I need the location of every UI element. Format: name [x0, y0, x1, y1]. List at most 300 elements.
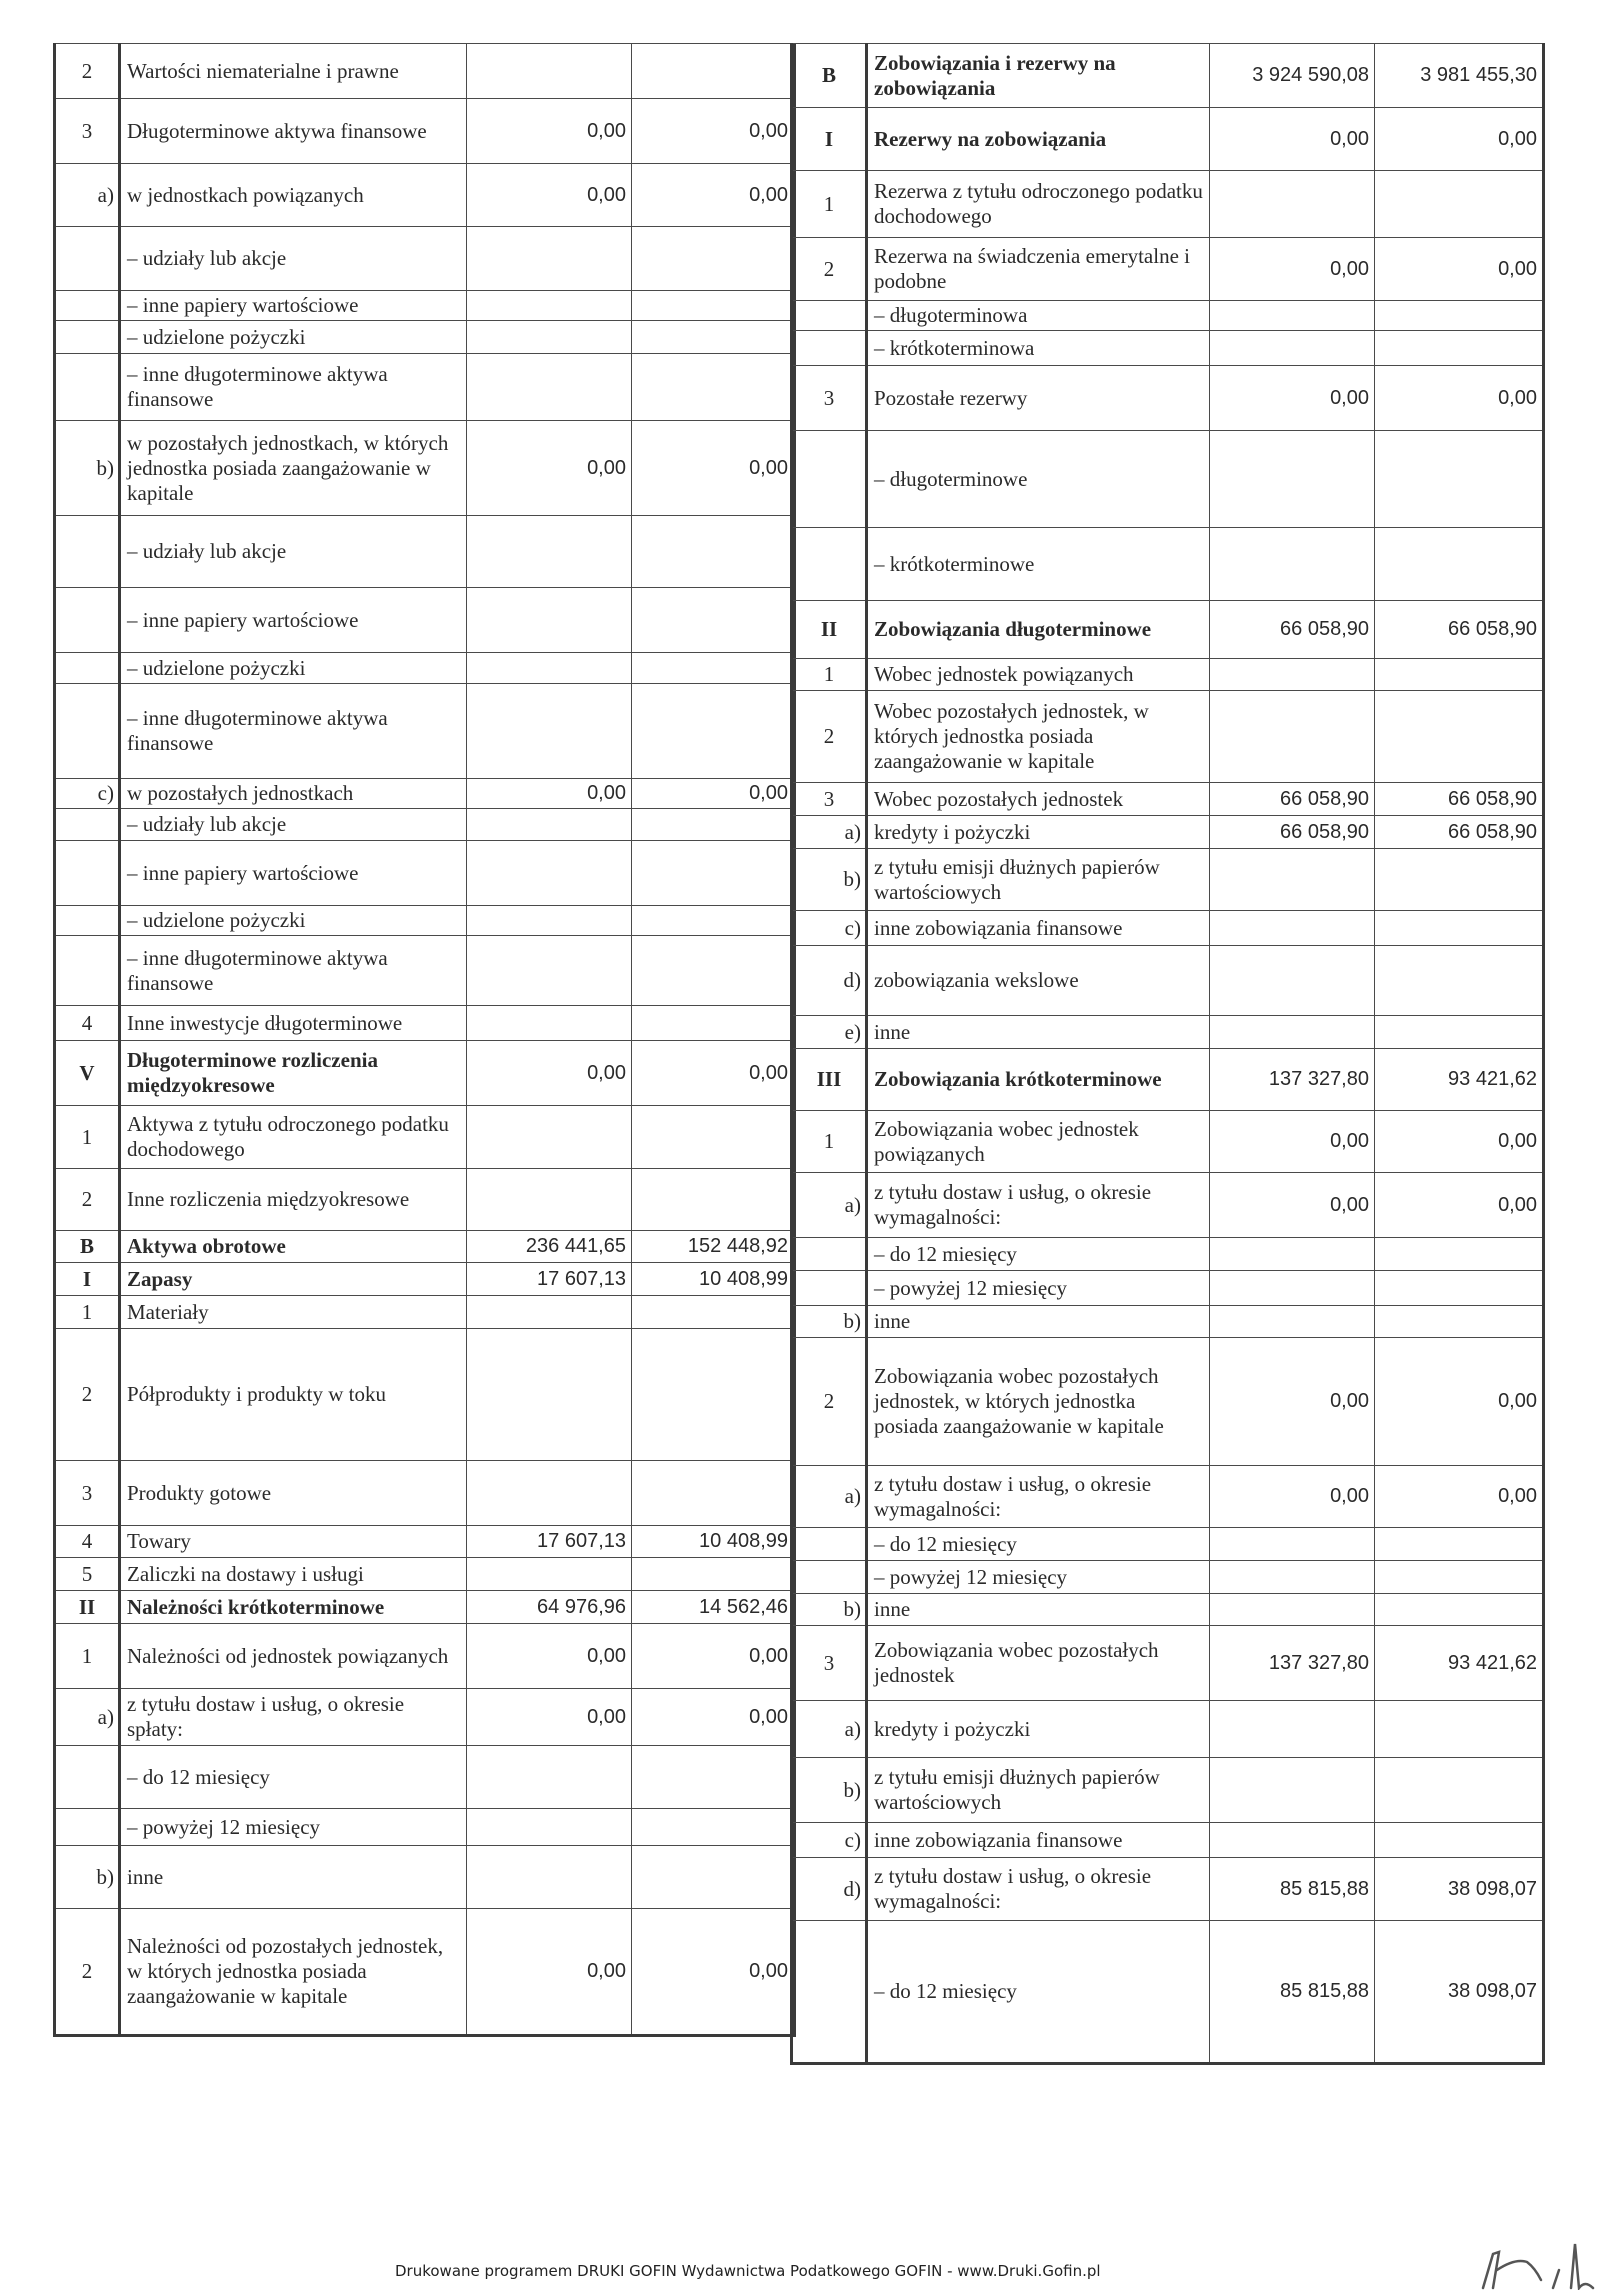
row-marker [55, 516, 120, 588]
row-label: Inne inwestycje długoterminowe [120, 1006, 467, 1041]
row-label: Zobowiązania wobec pozostałych jednostek, w których jednostka posiada zaangażowanie w kapitale [867, 1338, 1210, 1466]
value-previous-year [632, 321, 795, 354]
row-marker: a) [792, 1173, 867, 1238]
value-current-year [467, 1846, 632, 1909]
value-current-year [1210, 431, 1375, 528]
value-current-year [467, 1329, 632, 1461]
value-previous-year [632, 906, 795, 936]
value-previous-year: 0,00 [632, 99, 795, 164]
row-marker: II [55, 1591, 120, 1624]
table-row [792, 44, 1544, 108]
value-previous-year [1375, 1306, 1544, 1338]
row-label: Wobec jednostek powiązanych [867, 659, 1210, 691]
assets-table [53, 43, 796, 2037]
value-current-year [1210, 1701, 1375, 1758]
row-label: – udzielone pożyczki [120, 906, 467, 936]
row-label: Pozostałe rezerwy [867, 366, 1210, 431]
value-current-year [467, 653, 632, 684]
row-marker [55, 354, 120, 421]
row-label: Aktywa z tytułu odroczonego podatku dochodowego [120, 1106, 467, 1169]
value-previous-year [632, 1809, 795, 1846]
row-label: – inne papiery wartościowe [120, 588, 467, 653]
value-current-year [1210, 1238, 1375, 1271]
row-marker [792, 1238, 867, 1271]
row-label: – krótkoterminowa [867, 331, 1210, 366]
value-current-year: 17 607,13 [467, 1526, 632, 1558]
row-marker: I [792, 108, 867, 171]
value-previous-year [632, 1746, 795, 1809]
value-previous-year [1375, 1701, 1544, 1758]
value-current-year [1210, 1823, 1375, 1858]
value-current-year [467, 291, 632, 321]
row-marker [55, 841, 120, 906]
row-label: Rezerwy na zobowiązania [867, 108, 1210, 171]
value-current-year [1210, 1528, 1375, 1561]
value-previous-year: 93 421,62 [1375, 1049, 1544, 1111]
row-marker [55, 653, 120, 684]
value-previous-year [632, 1461, 795, 1526]
value-current-year: 0,00 [1210, 108, 1375, 171]
value-previous-year: 38 098,07 [1375, 1921, 1544, 2064]
table-row [55, 1461, 795, 1526]
value-current-year [1210, 528, 1375, 601]
table-row [55, 1329, 795, 1461]
row-marker: 5 [55, 1558, 120, 1591]
value-previous-year: 66 058,90 [1375, 816, 1544, 849]
value-current-year [467, 809, 632, 841]
row-marker: 3 [55, 99, 120, 164]
row-label: Zobowiązania krótkoterminowe [867, 1049, 1210, 1111]
row-marker: a) [792, 816, 867, 849]
table-row [792, 601, 1544, 659]
table-row [792, 946, 1544, 1016]
table-row [792, 1306, 1544, 1338]
row-marker [55, 227, 120, 291]
value-previous-year [632, 653, 795, 684]
table-row [55, 809, 795, 841]
row-marker: 3 [792, 1626, 867, 1701]
table-row [792, 301, 1544, 331]
row-label: – długoterminowe [867, 431, 1210, 528]
row-marker: 1 [55, 1296, 120, 1329]
table-row [792, 1921, 1544, 2064]
table-row [55, 1846, 795, 1909]
table-row [792, 1528, 1544, 1561]
value-previous-year: 0,00 [1375, 1338, 1544, 1466]
table-row [792, 1561, 1544, 1594]
table-row [55, 1689, 795, 1746]
row-marker: a) [792, 1701, 867, 1758]
value-current-year: 0,00 [467, 1909, 632, 2036]
value-current-year [1210, 301, 1375, 331]
value-previous-year: 152 448,92 [632, 1231, 795, 1263]
row-label: – udziały lub akcje [120, 227, 467, 291]
row-marker: e) [792, 1016, 867, 1049]
table-row [792, 238, 1544, 301]
value-previous-year [1375, 1561, 1544, 1594]
row-label: Zobowiązania długoterminowe [867, 601, 1210, 659]
value-previous-year [1375, 1758, 1544, 1823]
value-previous-year: 0,00 [632, 1624, 795, 1689]
value-current-year [467, 588, 632, 653]
value-current-year [1210, 1594, 1375, 1626]
table-row [792, 1858, 1544, 1921]
row-label: z tytułu dostaw i usług, o okresie wymagalności: [867, 1466, 1210, 1528]
row-marker [792, 301, 867, 331]
value-current-year: 0,00 [1210, 1338, 1375, 1466]
row-marker: b) [792, 1594, 867, 1626]
row-marker: 4 [55, 1006, 120, 1041]
table-row [55, 1809, 795, 1846]
row-label: – udziały lub akcje [120, 809, 467, 841]
table-row [55, 99, 795, 164]
row-label: Wobec pozostałych jednostek, w których jednostka posiada zaangażowanie w kapitale [867, 691, 1210, 783]
value-previous-year: 14 562,46 [632, 1591, 795, 1624]
value-current-year [467, 516, 632, 588]
table-row [55, 841, 795, 906]
row-marker: III [792, 1049, 867, 1111]
value-current-year: 0,00 [467, 1624, 632, 1689]
value-previous-year [1375, 1238, 1544, 1271]
table-row [792, 1016, 1544, 1049]
printed-by-footer: Drukowane programem DRUKI GOFIN Wydawnictwa Podatkowego GOFIN - www.Druki.Gofin.pl [395, 2262, 1101, 2280]
value-previous-year [632, 44, 795, 99]
value-previous-year [632, 516, 795, 588]
row-label: Należności od pozostałych jednostek, w których jednostka posiada zaangażowanie w kapitale [120, 1909, 467, 2036]
value-previous-year: 0,00 [1375, 366, 1544, 431]
row-label: kredyty i pożyczki [867, 1701, 1210, 1758]
value-current-year: 64 976,96 [467, 1591, 632, 1624]
row-marker [792, 1271, 867, 1306]
row-marker: V [55, 1041, 120, 1106]
row-marker: b) [55, 421, 120, 516]
row-label: z tytułu dostaw i usług, o okresie spłaty: [120, 1689, 467, 1746]
value-current-year: 0,00 [467, 164, 632, 227]
value-previous-year [632, 936, 795, 1006]
value-previous-year [632, 1846, 795, 1909]
value-current-year: 66 058,90 [1210, 601, 1375, 659]
row-marker: c) [792, 1823, 867, 1858]
value-previous-year: 93 421,62 [1375, 1626, 1544, 1701]
table-row [55, 588, 795, 653]
value-current-year [467, 227, 632, 291]
row-label: Inne rozliczenia międzyokresowe [120, 1169, 467, 1231]
value-current-year: 0,00 [1210, 1466, 1375, 1528]
table-row [792, 1271, 1544, 1306]
value-current-year [1210, 849, 1375, 911]
value-current-year [467, 841, 632, 906]
row-label: – powyżej 12 miesięcy [867, 1271, 1210, 1306]
value-current-year: 0,00 [1210, 366, 1375, 431]
table-row [792, 108, 1544, 171]
value-current-year [1210, 1758, 1375, 1823]
row-label: z tytułu dostaw i usług, o okresie wymagalności: [867, 1173, 1210, 1238]
value-current-year [467, 1558, 632, 1591]
value-current-year: 0,00 [1210, 1111, 1375, 1173]
row-label: Zobowiązania wobec pozostałych jednostek [867, 1626, 1210, 1701]
table-row [55, 1624, 795, 1689]
row-label: Towary [120, 1526, 467, 1558]
table-row [55, 421, 795, 516]
value-current-year: 66 058,90 [1210, 783, 1375, 816]
table-row [792, 691, 1544, 783]
value-current-year [467, 936, 632, 1006]
row-label: – krótkoterminowe [867, 528, 1210, 601]
row-marker [55, 936, 120, 1006]
value-previous-year: 0,00 [1375, 108, 1544, 171]
table-row [792, 528, 1544, 601]
table-row [792, 366, 1544, 431]
row-marker [792, 431, 867, 528]
row-marker [55, 321, 120, 354]
row-marker: B [55, 1231, 120, 1263]
value-previous-year [1375, 691, 1544, 783]
signature-icon [1475, 2240, 1605, 2290]
row-marker [55, 1746, 120, 1809]
table-row [792, 1049, 1544, 1111]
row-marker: B [792, 44, 867, 108]
value-current-year [467, 354, 632, 421]
row-marker: d) [792, 1858, 867, 1921]
row-marker [792, 1561, 867, 1594]
row-label: – do 12 miesięcy [120, 1746, 467, 1809]
table-row [55, 779, 795, 809]
table-row [55, 1231, 795, 1263]
table-row [792, 1466, 1544, 1528]
row-marker: b) [792, 1758, 867, 1823]
table-row [792, 331, 1544, 366]
value-previous-year [1375, 431, 1544, 528]
value-current-year: 85 815,88 [1210, 1858, 1375, 1921]
row-marker: 2 [55, 1169, 120, 1231]
table-row [792, 1701, 1544, 1758]
row-label: – udzielone pożyczki [120, 321, 467, 354]
value-current-year: 17 607,13 [467, 1263, 632, 1296]
row-label: – udzielone pożyczki [120, 653, 467, 684]
table-row [792, 659, 1544, 691]
value-current-year [1210, 691, 1375, 783]
value-previous-year [1375, 849, 1544, 911]
row-marker: 3 [55, 1461, 120, 1526]
row-label: Długoterminowe aktywa finansowe [120, 99, 467, 164]
row-label: inne [867, 1306, 1210, 1338]
value-previous-year [1375, 528, 1544, 601]
row-label: Materiały [120, 1296, 467, 1329]
value-current-year [1210, 911, 1375, 946]
value-previous-year: 10 408,99 [632, 1526, 795, 1558]
table-row [792, 816, 1544, 849]
value-current-year: 0,00 [467, 1041, 632, 1106]
row-marker: a) [55, 164, 120, 227]
row-marker [55, 588, 120, 653]
row-label: kredyty i pożyczki [867, 816, 1210, 849]
row-marker: 2 [55, 1909, 120, 2036]
row-label: Zaliczki na dostawy i usługi [120, 1558, 467, 1591]
row-marker: 2 [792, 238, 867, 301]
row-marker: 2 [792, 691, 867, 783]
table-row [55, 516, 795, 588]
value-current-year [467, 684, 632, 779]
row-marker: 2 [55, 1329, 120, 1461]
value-current-year [467, 44, 632, 99]
value-previous-year [632, 1296, 795, 1329]
value-current-year: 0,00 [1210, 1173, 1375, 1238]
value-previous-year: 0,00 [1375, 1111, 1544, 1173]
row-label: w pozostałych jednostkach, w których jednostka posiada zaangażowanie w kapitale [120, 421, 467, 516]
value-current-year: 0,00 [467, 421, 632, 516]
value-previous-year [632, 227, 795, 291]
value-previous-year [1375, 659, 1544, 691]
value-current-year: 137 327,80 [1210, 1626, 1375, 1701]
value-current-year [1210, 946, 1375, 1016]
row-label: – udziały lub akcje [120, 516, 467, 588]
row-label: Należności od jednostek powiązanych [120, 1624, 467, 1689]
value-previous-year [1375, 1271, 1544, 1306]
row-marker [792, 528, 867, 601]
value-previous-year [632, 291, 795, 321]
value-previous-year [632, 809, 795, 841]
assets-table-body [55, 44, 795, 2036]
row-label: inne [867, 1016, 1210, 1049]
table-row [55, 1263, 795, 1296]
value-previous-year: 0,00 [1375, 238, 1544, 301]
liabilities-table-body [792, 44, 1544, 2064]
row-label: Rezerwa na świadczenia emerytalne i podobne [867, 238, 1210, 301]
row-marker [55, 291, 120, 321]
row-label: – długoterminowa [867, 301, 1210, 331]
row-label: z tytułu emisji dłużnych papierów wartościowych [867, 849, 1210, 911]
value-previous-year: 0,00 [632, 1909, 795, 2036]
row-label: – inne papiery wartościowe [120, 291, 467, 321]
value-current-year: 0,00 [467, 99, 632, 164]
value-previous-year: 66 058,90 [1375, 601, 1544, 659]
value-previous-year: 0,00 [632, 1041, 795, 1106]
table-row [55, 1526, 795, 1558]
row-marker: II [792, 601, 867, 659]
value-previous-year: 0,00 [632, 779, 795, 809]
row-marker [55, 684, 120, 779]
value-current-year [467, 1461, 632, 1526]
row-marker [792, 1528, 867, 1561]
table-row [55, 354, 795, 421]
value-previous-year [632, 1006, 795, 1041]
table-row [792, 849, 1544, 911]
row-marker: b) [55, 1846, 120, 1909]
table-row [792, 171, 1544, 238]
row-label: Należności krótkoterminowe [120, 1591, 467, 1624]
value-previous-year [1375, 331, 1544, 366]
row-marker: 1 [792, 659, 867, 691]
row-marker: 1 [792, 1111, 867, 1173]
value-current-year [467, 906, 632, 936]
row-marker [55, 809, 120, 841]
value-previous-year [1375, 1823, 1544, 1858]
value-current-year [467, 1106, 632, 1169]
value-current-year: 236 441,65 [467, 1231, 632, 1263]
value-previous-year [1375, 1016, 1544, 1049]
value-previous-year [1375, 1594, 1544, 1626]
row-marker [792, 331, 867, 366]
table-row [792, 1594, 1544, 1626]
value-current-year: 137 327,80 [1210, 1049, 1375, 1111]
row-marker: c) [792, 911, 867, 946]
value-previous-year [632, 588, 795, 653]
table-row [792, 1173, 1544, 1238]
value-previous-year: 0,00 [632, 421, 795, 516]
table-row [792, 1238, 1544, 1271]
table-row [55, 164, 795, 227]
table-row [792, 1758, 1544, 1823]
row-marker: 1 [55, 1624, 120, 1689]
value-previous-year [632, 1169, 795, 1231]
table-row [55, 906, 795, 936]
value-current-year: 66 058,90 [1210, 816, 1375, 849]
liabilities-table [790, 43, 1545, 2065]
table-row [792, 1338, 1544, 1466]
value-previous-year: 38 098,07 [1375, 1858, 1544, 1921]
row-label: – inne długoterminowe aktywa finansowe [120, 936, 467, 1006]
row-marker: d) [792, 946, 867, 1016]
value-current-year [1210, 1561, 1375, 1594]
table-row [55, 1106, 795, 1169]
row-label: – powyżej 12 miesięcy [867, 1561, 1210, 1594]
value-previous-year [1375, 946, 1544, 1016]
row-label: z tytułu emisji dłużnych papierów wartościowych [867, 1758, 1210, 1823]
row-marker [55, 906, 120, 936]
row-label: – do 12 miesięcy [867, 1528, 1210, 1561]
value-current-year: 0,00 [467, 779, 632, 809]
value-current-year: 3 924 590,08 [1210, 44, 1375, 108]
row-label: w jednostkach powiązanych [120, 164, 467, 227]
row-label: inne [120, 1846, 467, 1909]
value-previous-year [632, 1558, 795, 1591]
value-previous-year [1375, 1528, 1544, 1561]
row-label: – do 12 miesięcy [867, 1921, 1210, 2064]
row-marker: 2 [55, 44, 120, 99]
row-label: – inne długoterminowe aktywa finansowe [120, 354, 467, 421]
value-current-year [467, 1746, 632, 1809]
row-label: w pozostałych jednostkach [120, 779, 467, 809]
table-row [55, 321, 795, 354]
row-label: Wobec pozostałych jednostek [867, 783, 1210, 816]
value-previous-year [632, 1106, 795, 1169]
value-current-year: 0,00 [1210, 238, 1375, 301]
value-previous-year: 0,00 [632, 1689, 795, 1746]
value-previous-year [1375, 301, 1544, 331]
table-row [55, 1169, 795, 1231]
table-row [55, 44, 795, 99]
value-previous-year [632, 841, 795, 906]
row-marker: a) [792, 1466, 867, 1528]
row-marker: 4 [55, 1526, 120, 1558]
row-marker: 2 [792, 1338, 867, 1466]
row-marker: c) [55, 779, 120, 809]
table-row [55, 1591, 795, 1624]
table-row [55, 1296, 795, 1329]
table-row [792, 1111, 1544, 1173]
value-current-year: 0,00 [467, 1689, 632, 1746]
row-label: Zobowiązania wobec jednostek powiązanych [867, 1111, 1210, 1173]
row-marker: 3 [792, 366, 867, 431]
table-row [55, 684, 795, 779]
table-row [55, 1746, 795, 1809]
table-row [792, 911, 1544, 946]
row-label: z tytułu dostaw i usług, o okresie wymagalności: [867, 1858, 1210, 1921]
row-label: inne zobowiązania finansowe [867, 911, 1210, 946]
value-current-year [467, 1809, 632, 1846]
value-current-year: 85 815,88 [1210, 1921, 1375, 2064]
value-current-year [1210, 331, 1375, 366]
